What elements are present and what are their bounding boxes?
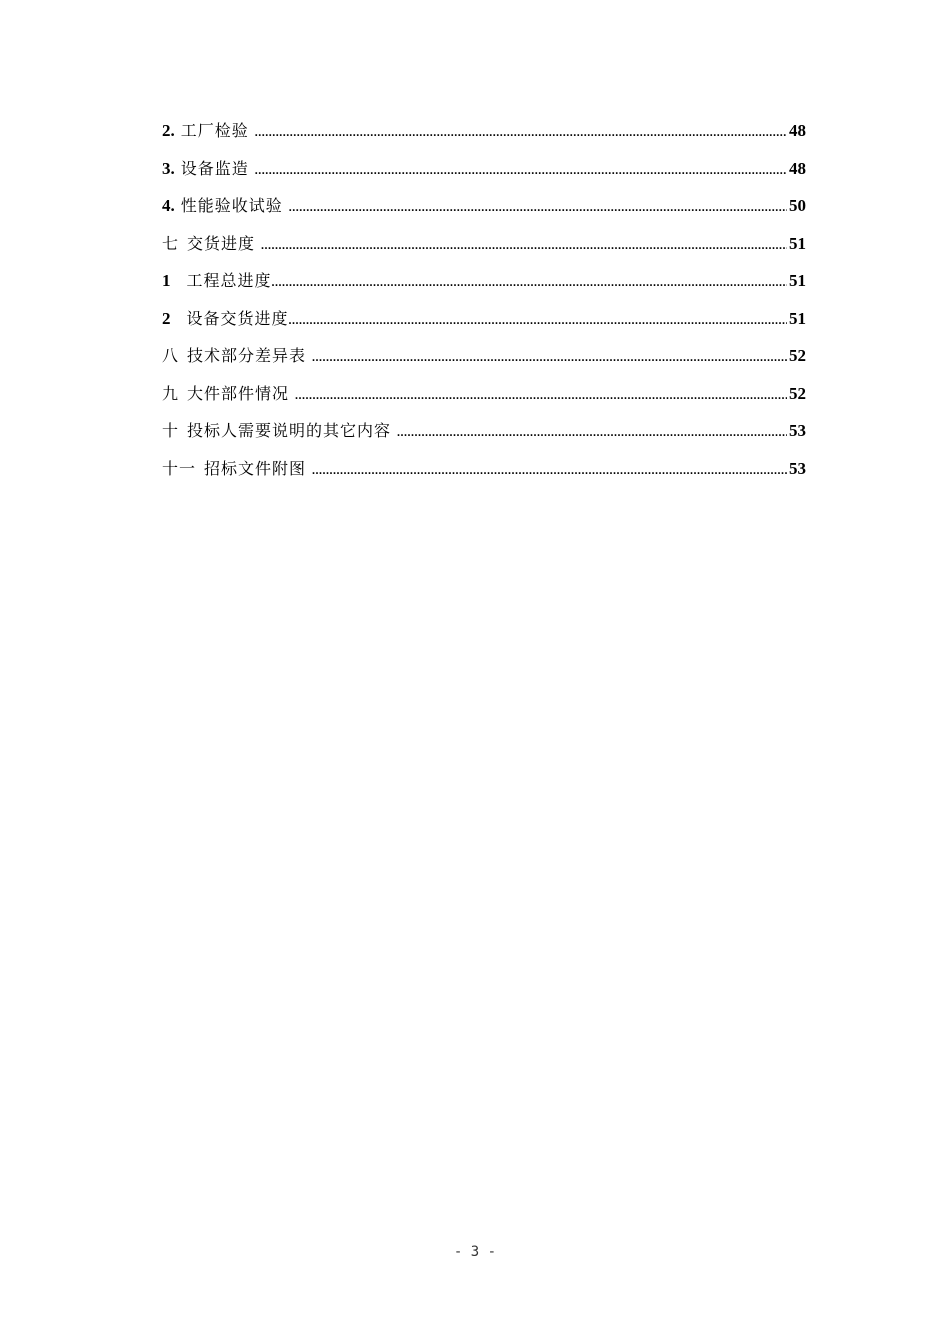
toc-entry-page: 52 [789, 383, 806, 403]
toc-entry[interactable] [162, 193, 806, 231]
toc-dot-leader [295, 388, 787, 403]
toc-entry-page: 48 [789, 121, 806, 140]
toc-entry-title: 设备交货进度 [186, 308, 289, 328]
toc-entry-title: 工程总进度 [186, 271, 272, 290]
toc-dot-leader [255, 125, 787, 140]
toc-entry-number: 八 [162, 346, 180, 365]
toc-entry-page: 50 [789, 196, 806, 215]
toc-dot-leader [289, 200, 787, 215]
toc-entry-page: 51 [789, 308, 806, 328]
toc-entry-title: 招标文件附图 [204, 458, 307, 478]
toc-dot-leader [312, 463, 787, 478]
toc-dot-leader [289, 313, 787, 328]
toc-entry-number: 九 [162, 383, 180, 403]
toc-entry-number: 2. [162, 121, 175, 140]
toc-entry-title: 技术部分差异表 [187, 346, 307, 365]
toc-entry-title: 大件部件情况 [187, 383, 290, 403]
table-of-contents [162, 118, 806, 493]
toc-entry-title: 投标人需要说明的其它内容 [187, 421, 392, 440]
page-number: - 3 - [453, 1244, 497, 1260]
toc-entry[interactable] [162, 231, 806, 269]
toc-entry-page: 51 [789, 233, 806, 253]
toc-entry-page: 51 [789, 271, 806, 290]
toc-entry-number: 3. [162, 158, 175, 178]
toc-entry-title: 设备监造 [180, 158, 249, 178]
toc-entry-number: 1 [162, 271, 171, 290]
toc-entry[interactable] [162, 156, 806, 194]
toc-entry-number: 十 [162, 421, 180, 440]
toc-entry-title: 性能验收试验 [180, 196, 283, 215]
toc-dot-leader [312, 350, 787, 365]
toc-dot-leader [272, 275, 787, 290]
toc-entry-page: 48 [789, 158, 806, 178]
toc-entry[interactable] [162, 306, 806, 344]
toc-dot-leader [261, 238, 787, 253]
toc-entry-page: 53 [789, 421, 806, 440]
toc-dot-leader [255, 163, 787, 178]
toc-entry[interactable] [162, 118, 806, 156]
toc-entry-title: 工厂检验 [180, 121, 249, 140]
toc-entry[interactable] [162, 381, 806, 419]
toc-entry[interactable] [162, 343, 806, 381]
toc-entry-number: 2 [162, 308, 171, 328]
toc-entry-number: 4. [162, 196, 175, 215]
toc-entry-page: 53 [789, 458, 806, 478]
toc-entry-title: 交货进度 [187, 233, 256, 253]
toc-entry-number: 十一 [162, 458, 197, 478]
toc-entry[interactable] [162, 418, 806, 456]
toc-entry-number: 七 [162, 233, 180, 253]
toc-dot-leader [397, 425, 787, 440]
toc-entry[interactable] [162, 456, 806, 494]
toc-entry[interactable] [162, 268, 806, 306]
toc-entry-page: 52 [789, 346, 806, 365]
